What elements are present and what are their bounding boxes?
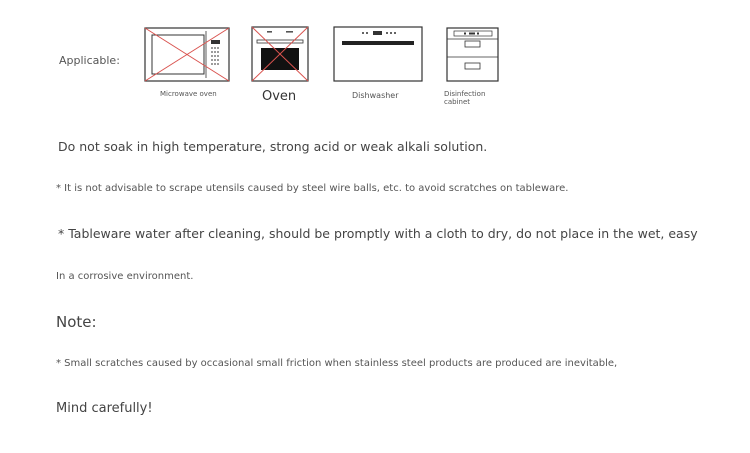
instruction-corrosive: In a corrosive environment. [56,271,194,282]
microwave-caption: Microwave oven [160,90,217,98]
microwave-icon [144,27,230,82]
disinfection-cabinet-icon [446,27,499,82]
note-title: Note: [56,313,97,331]
instruction-dry: * Tableware water after cleaning, should be promptly with a cloth to dry, do not place in the wet, easy [58,226,698,241]
applicable-label: Applicable: [59,54,120,67]
oven-caption: Oven [262,89,297,104]
instruction-soak: Do not soak in high temperature, strong acid or weak alkali solution. [58,139,488,154]
oven-icon [251,26,309,82]
instruction-scrape: * It is not advisable to scrape utensils caused by steel wire balls, etc. to avoid scratches on tableware. [56,183,569,194]
note-mind-carefully: Mind carefully! [56,401,153,416]
note-scratches: * Small scratches caused by occasional small friction when stainless steel products are produced are inevitable, [56,358,618,369]
disinfection-cabinet-caption: Disinfection cabinet [444,90,486,106]
dishwasher-icon [333,26,423,82]
dishwasher-caption: Dishwasher [352,91,399,100]
